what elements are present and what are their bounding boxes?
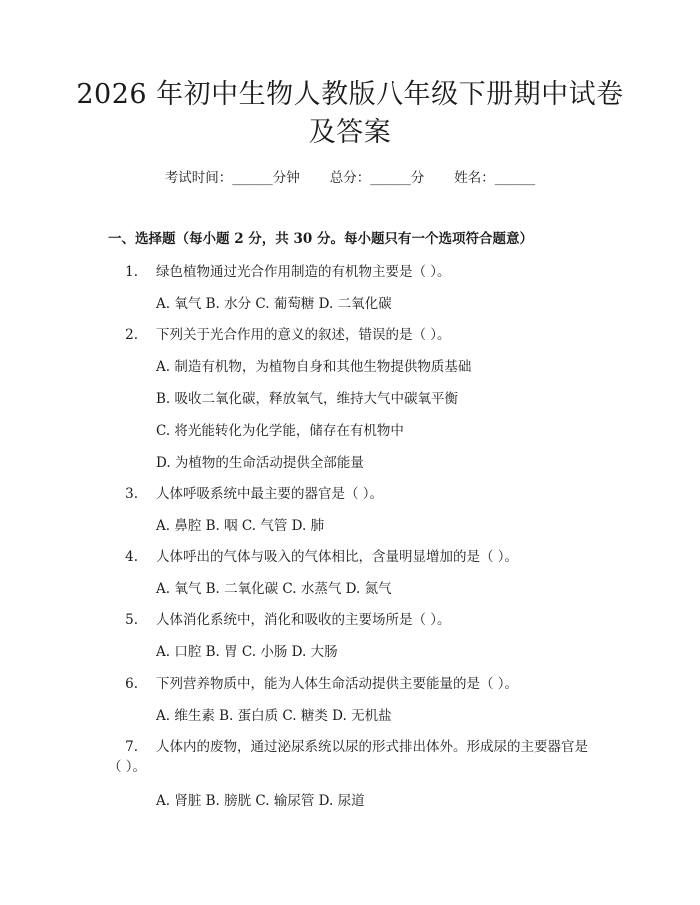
- question-1: [108, 262, 608, 282]
- question-7-options: A. 肾脏 B. 膀胱 C. 输尿管 D. 尿道: [156, 793, 365, 809]
- question-number: 7.: [125, 739, 138, 755]
- question-2-option-b: B. 吸收二氧化碳，释放氧气，维持大气中碳氧平衡: [156, 391, 459, 407]
- question-text: 人体呼吸系统中最主要的器官是（ ）。: [156, 486, 384, 502]
- question-4-options: A. 氧气 B. 二氧化碳 C. 水蒸气 D. 氮气: [156, 581, 392, 597]
- question-3: [108, 484, 608, 504]
- question-text: 人体消化系统中，消化和吸收的主要场所是（ ）。: [156, 612, 451, 628]
- question-number: 2.: [125, 327, 138, 343]
- exam-meta: [0, 168, 700, 188]
- title-line-1: 2026 年初中生物人教版八年级下册期中试卷: [76, 79, 624, 110]
- question-5: [108, 610, 608, 630]
- question-6: [108, 674, 608, 694]
- question-2: [108, 325, 608, 345]
- question-3-options: A. 鼻腔 B. 咽 C. 气管 D. 肺: [156, 518, 325, 534]
- total-score-field: 总分：______分: [329, 170, 425, 186]
- question-text: 下列关于光合作用的意义的叙述，错误的是（ ）。: [156, 327, 451, 343]
- question-number: 4.: [125, 549, 138, 565]
- title-line-2: 及答案: [308, 117, 392, 148]
- student-name-field: 姓名：______: [454, 170, 536, 186]
- question-6-options: A. 维生素 B. 蛋白质 C. 糖类 D. 无机盐: [156, 708, 392, 724]
- question-text: 下列营养物质中，能为人体生命活动提供主要能量的是（ ）。: [156, 676, 519, 692]
- section-title: 一、选择题（每小题 2 分，共 30 分。每小题只有一个选项符合题意）: [108, 231, 533, 247]
- question-5-options: A. 口腔 B. 胃 C. 小肠 D. 大肠: [156, 644, 338, 660]
- question-text: 人体内的废物，通过泌尿系统以尿的形式排出体外。形成尿的主要器官是（ ）。: [108, 739, 588, 775]
- question-number: 5.: [125, 612, 138, 628]
- question-2-option-d: D. 为植物的生命活动提供全部能量: [156, 455, 364, 471]
- question-2-option-a: A. 制造有机物，为植物自身和其他生物提供物质基础: [156, 359, 472, 375]
- question-2-option-c: C. 将光能转化为化学能，储存在有机物中: [156, 423, 404, 439]
- question-number: 1.: [125, 264, 138, 280]
- question-1-options: A. 氧气 B. 水分 C. 葡萄糖 D. 二氧化碳: [156, 296, 392, 312]
- exam-time-field: 考试时间：______分钟: [164, 170, 300, 186]
- question-text: 人体呼出的气体与吸入的气体相比，含量明显增加的是（ ）。: [156, 549, 519, 565]
- document-title: [60, 76, 640, 152]
- question-number: 3.: [125, 486, 138, 502]
- question-4: [108, 547, 608, 567]
- question-7: [108, 737, 600, 777]
- question-number: 6.: [125, 676, 138, 692]
- question-text: 绿色植物通过光合作用制造的有机物主要是（ ）。: [156, 264, 451, 280]
